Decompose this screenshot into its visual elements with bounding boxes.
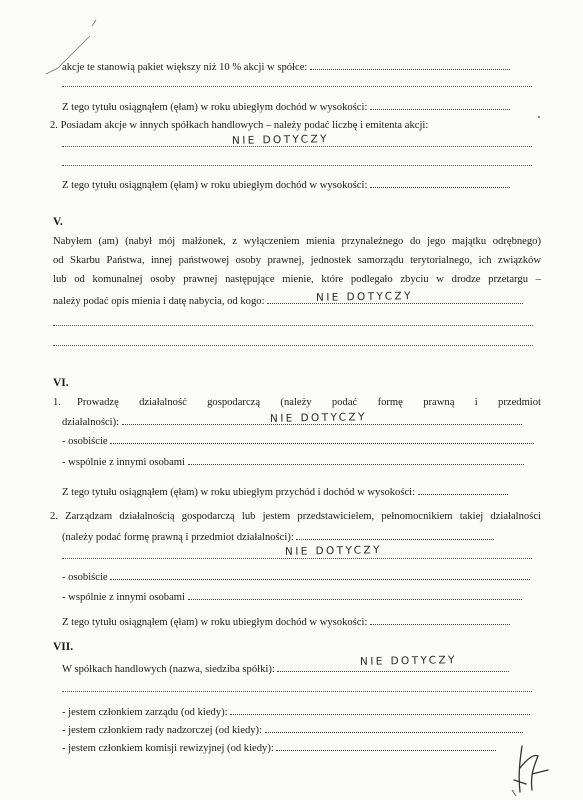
- shares-10pct-line2[interactable]: [62, 86, 532, 87]
- section-vii-companies-label: W spółkach handlowych (nazwa, siedziba spółki):: [62, 664, 275, 675]
- section-v-line4-label: należy podać opis mienia i datę nabycia, od kogo:: [53, 296, 265, 307]
- item-2-shares: [50, 119, 428, 132]
- section-vi-income2-row: [62, 615, 510, 629]
- section-v-line5[interactable]: [53, 325, 533, 326]
- handwritten-not-applicable-1: NIE DOTYCZY: [231, 133, 329, 147]
- section-vii-title: VII.: [53, 641, 74, 653]
- shares-10pct-field[interactable]: [310, 60, 510, 70]
- income-label-2: Z tego tytułu osiągnąłem (ęłam) w roku ubiegłym dochód w wysokości:: [62, 180, 368, 191]
- section-vii-board-field[interactable]: [230, 705, 530, 715]
- section-vi-joint2-row: [62, 590, 522, 604]
- section-v-title: V.: [53, 216, 63, 228]
- section-v-line6[interactable]: [53, 345, 533, 346]
- small-dot-mark: [538, 116, 540, 118]
- section-vi-income-field[interactable]: [418, 485, 508, 495]
- income-label-1: Z tego tytułu osiągnąłem (ęłam) w roku ubiegłym dochód w wysokości:: [62, 102, 368, 113]
- section-vi-item2-label: (należy podać formę prawną i przedmiot działalności):: [62, 532, 294, 543]
- section-vi-item2-field[interactable]: [296, 530, 494, 540]
- section-vii-board-label: - jestem członkiem zarządu (od kiedy):: [62, 707, 228, 718]
- handwritten-not-applicable-3: NIE DOTYCZY: [269, 411, 367, 425]
- section-vi-item2-text: 2. Zarządzam działalnością gospodarczą lub jestem przedstawicielem, pełnomocnikiem takiej działalności: [50, 511, 541, 522]
- section-v-line4: [53, 294, 523, 308]
- income-field-1[interactable]: [370, 100, 510, 110]
- section-vii-supervisory-row: [62, 723, 523, 737]
- shares-10pct-label: akcje te stanowią pakiet większy niż 10 % akcji w spółce:: [62, 62, 308, 73]
- section-v-line1: Nabyłem (am) (nabył mój małżonek, z wyłączeniem mienia przynależnego do jego majątku odrębnego): [53, 236, 541, 247]
- section-vi-personal-row: [62, 434, 534, 448]
- section-vi-title: VI.: [53, 377, 69, 389]
- handwritten-not-applicable-2: NIE DOTYCZY: [315, 290, 413, 304]
- section-vi-joint2-field[interactable]: [188, 590, 522, 600]
- section-vi-activity-label: działalności):: [62, 417, 120, 428]
- section-vi-income-label: Z tego tytułu osiągnąłem (ęłam) w roku ubiegłym przychód i dochód w wysokości:: [62, 487, 416, 498]
- section-vi-joint-row: [62, 455, 524, 469]
- handwritten-not-applicable-4: NIE DOTYCZY: [284, 544, 382, 558]
- section-vi-item2-row: [62, 530, 494, 544]
- section-vii-line2[interactable]: [62, 691, 532, 692]
- section-vi-income2-label: Z tego tytułu osiągnąłem (ęłam) w roku ubiegłym dochód w wysokości:: [62, 617, 368, 628]
- section-vii-supervisory-field[interactable]: [265, 723, 523, 733]
- income-field-2[interactable]: [370, 178, 510, 188]
- section-vi-joint2-label: - wspólnie z innymi osobami: [62, 592, 185, 603]
- income-row-1: [62, 100, 510, 114]
- handwritten-not-applicable-5: NIE DOTYCZY: [359, 654, 457, 668]
- section-vi-personal-field[interactable]: [110, 434, 534, 444]
- section-vi-personal2-field[interactable]: [110, 570, 530, 580]
- section-vi-personal2-label: - osobiście: [62, 572, 108, 583]
- section-vi-joint-field[interactable]: [188, 455, 524, 465]
- item-2-line1[interactable]: [62, 146, 532, 147]
- section-vii-board-row: [62, 705, 530, 719]
- income-row-2: [62, 178, 510, 192]
- signature-mark: [504, 740, 556, 798]
- section-vi-item1-num: 1.: [53, 397, 61, 408]
- section-vi-item1-text: Prowadzę działalność gospodarczą (należy podać formę prawną i przedmiot: [77, 397, 541, 408]
- section-vi-income-row: [62, 485, 508, 499]
- section-vii-audit-label: - jestem członkiem komisji rewizyjnej (od kiedy):: [62, 743, 274, 754]
- item-2-line2[interactable]: [62, 165, 532, 166]
- section-vii-audit-field[interactable]: [276, 741, 496, 751]
- section-vi-income2-field[interactable]: [370, 615, 510, 625]
- section-vi-item2-line2[interactable]: [62, 558, 532, 559]
- section-vi-personal2-row: [62, 570, 530, 584]
- section-v-line2: od Skarbu Państwa, innej państwowej osoby prawnej, jednostek samorządu terytorialnego, ich związków: [53, 255, 541, 266]
- section-v-line3: lub od komunalnej osoby prawnej następujące mienie, które podlegało zbyciu w drodze przetargu –: [53, 274, 541, 285]
- section-vii-audit-row: [62, 741, 496, 755]
- item-2-shares-label: 2. Posiadam akcje w innych spółkach handlowych – należy podać liczbę i emitenta akcji:: [50, 120, 429, 131]
- shares-10pct-row: [62, 60, 510, 74]
- section-vi-joint-label: - wspólnie z innymi osobami: [62, 457, 185, 468]
- section-vii-supervisory-label: - jestem członkiem rady nadzorczej (od kiedy):: [62, 725, 263, 736]
- section-vi-personal-label: - osobiście: [62, 436, 108, 447]
